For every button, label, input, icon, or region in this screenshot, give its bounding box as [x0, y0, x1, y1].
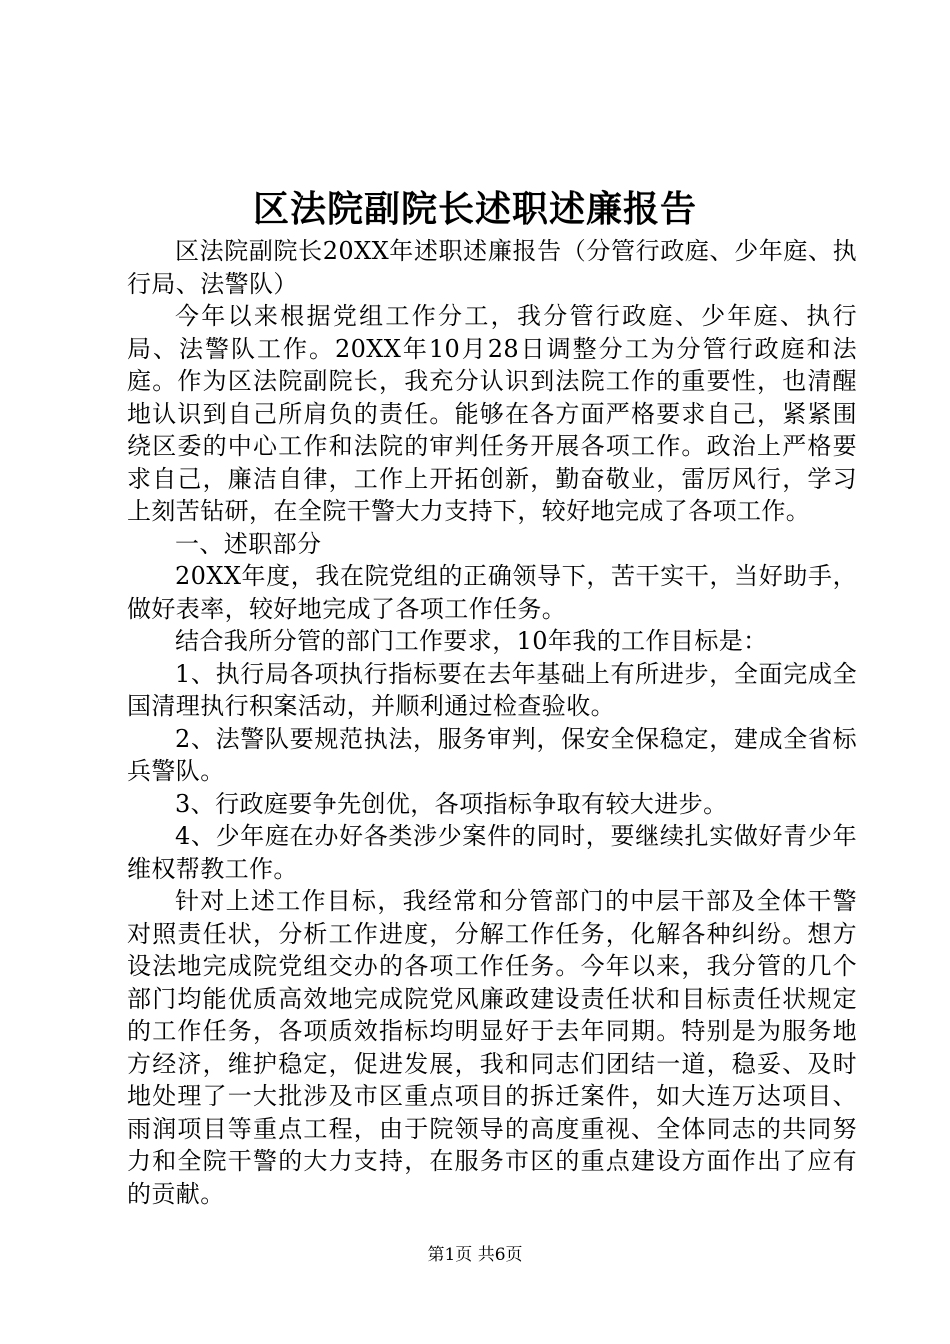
paragraph-subtitle: 区法院副院长20XX年述职述廉报告（分管行政庭、少年庭、执行局、法警队）	[127, 237, 857, 298]
document-body	[127, 235, 857, 1210]
paragraph-annual-summary: 20XX年度，我在院党组的正确领导下，苦干实干，当好助手，做好表率，较好地完成了各项工作任务。	[127, 562, 857, 623]
paragraph-goals-intro: 结合我所分管的部门工作要求，10年我的工作目标是：	[175, 627, 768, 655]
document-title: 区法院副院长述职述廉报告	[252, 188, 697, 230]
paragraph-work-progress: 针对上述工作目标，我经常和分管部门的中层干部及全体干警对照责任状，分析工作进度，分解工作任务，化解各种纠纷。想方设法地完成院党组交办的各项工作任务。今年以来，我分管的几个部门均能优质高效地完成院党风廉政建设责任状和目标责任状规定的工作任务，各项质效指标均明显好于去年同期。特别是为服务地方经济，维护稳定，促进发展，我和同志们团结一道，稳妥、及时地处理了一大批涉及市区重点项目的拆迁案件，如大连万达项目、雨润项目等重点工程，由于院领导的高度重视、全体同志的共同努力和全院干警的大力支持，在服务市区的重点建设方面作出了应有的贡献。	[127, 887, 857, 1208]
goal-item-2: 2、法警队要规范执法，服务审判，保安全保稳定，建成全省标兵警队。	[127, 724, 857, 785]
goal-item-1: 1、执行局各项执行指标要在去年基础上有所进步，全面完成全国清理执行积案活动，并顺利通过检查验收。	[127, 659, 857, 720]
paragraph-intro: 今年以来根据党组工作分工，我分管行政庭、少年庭、执行局、法警队工作。20XX年10月28日调整分工为分管行政庭和法庭。作为区法院副院长，我充分认识到法院工作的重要性，也清醒地认识到自己所肩负的责任。能够在各方面严格要求自己，紧紧围绕区委的中心工作和法院的审判任务开展各项工作。政治上严格要求自己，廉洁自律，工作上开拓创新，勤奋敬业，雷厉风行，学习上刻苦钻研，在全院干警大力支持下，较好地完成了各项工作。	[127, 302, 857, 525]
page-number-footer: 第1页 共6页	[427, 1245, 523, 1265]
goal-item-3: 3、行政庭要争先创优，各项指标争取有较大进步。	[175, 789, 728, 818]
goal-item-4: 4、少年庭在办好各类涉少案件的同时，要继续扎实做好青少年维权帮教工作。	[127, 822, 857, 883]
section-heading-duty-report: 一、述职部分	[175, 529, 322, 558]
